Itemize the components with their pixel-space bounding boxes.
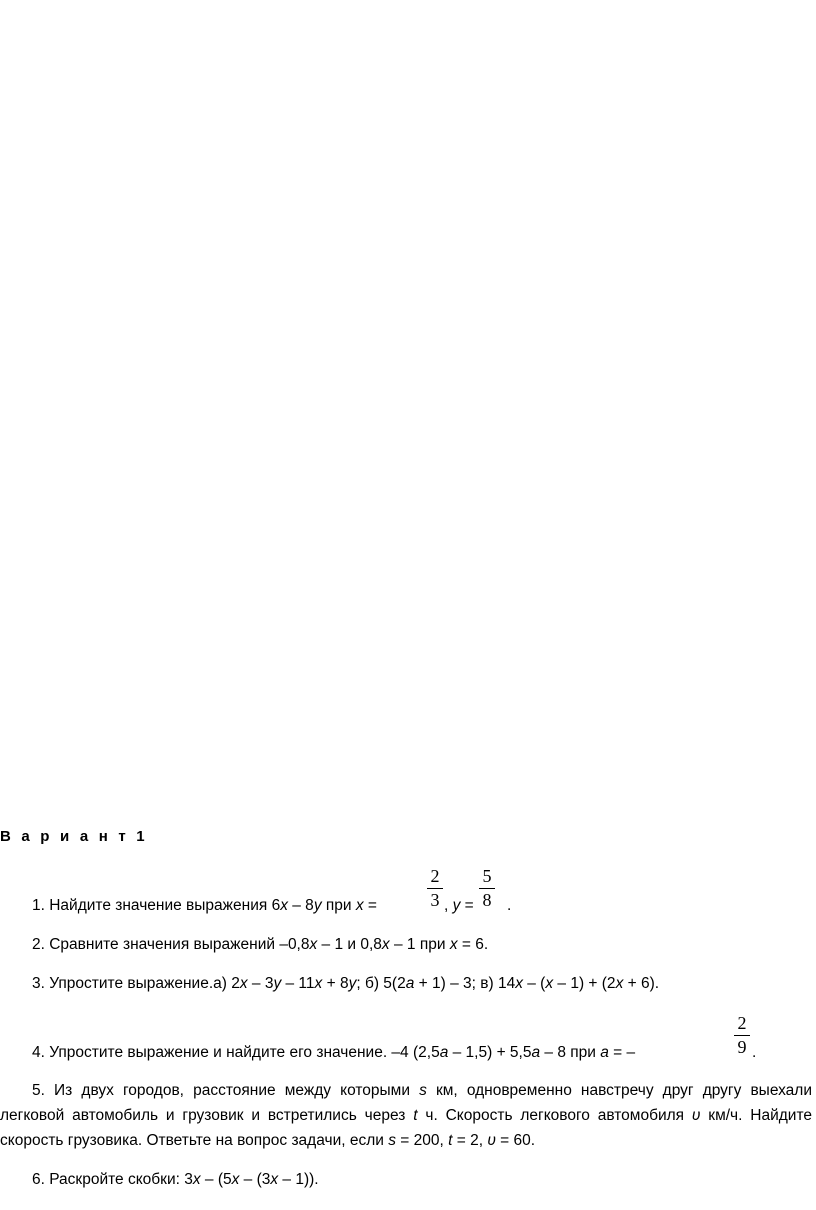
- fraction-a-value: 2 9: [734, 1013, 750, 1057]
- task-1: 1. Найдите значение выражения 6x – 8y при x =: [32, 897, 377, 914]
- task-2: 2. Сравните значения выражений –0,8x – 1 и 0,8x – 1 при x = 6.: [32, 936, 489, 953]
- task-6: 6. Раскройте скобки: 3x – (5x – (3x – 1)).: [32, 1171, 319, 1188]
- fraction-y-value: 5 8: [479, 866, 495, 910]
- task-4-end: .: [752, 1044, 757, 1061]
- task-1-end: .: [507, 897, 512, 914]
- fraction-x-value: 2 3: [427, 866, 443, 910]
- task-3: 3. Упростите выражение.а) 2x – 3y – 11x + 8y; б) 5(2a + 1) – 3; в) 14x – (x – 1) + (2x + 6).: [32, 975, 660, 992]
- variant-heading: В а р и а н т 1: [0, 828, 148, 845]
- task-4: 4. Упростите выражение и найдите его значение. –4 (2,5a – 1,5) + 5,5a – 8 при a = –: [32, 1044, 636, 1061]
- task-5: 5. Из двух городов, расстояние между которыми s км, одновременно навстречу друг другу выехали легковой автомобиль и грузовик и встретились через t ч. Скорость легкового автомобиля υ км/ч. Найдите скорость грузовика. Ответьте на вопрос задачи, если s = 200, t = 2, υ = 60.: [0, 1082, 813, 1149]
- task-1-y-part: , y =: [444, 897, 474, 914]
